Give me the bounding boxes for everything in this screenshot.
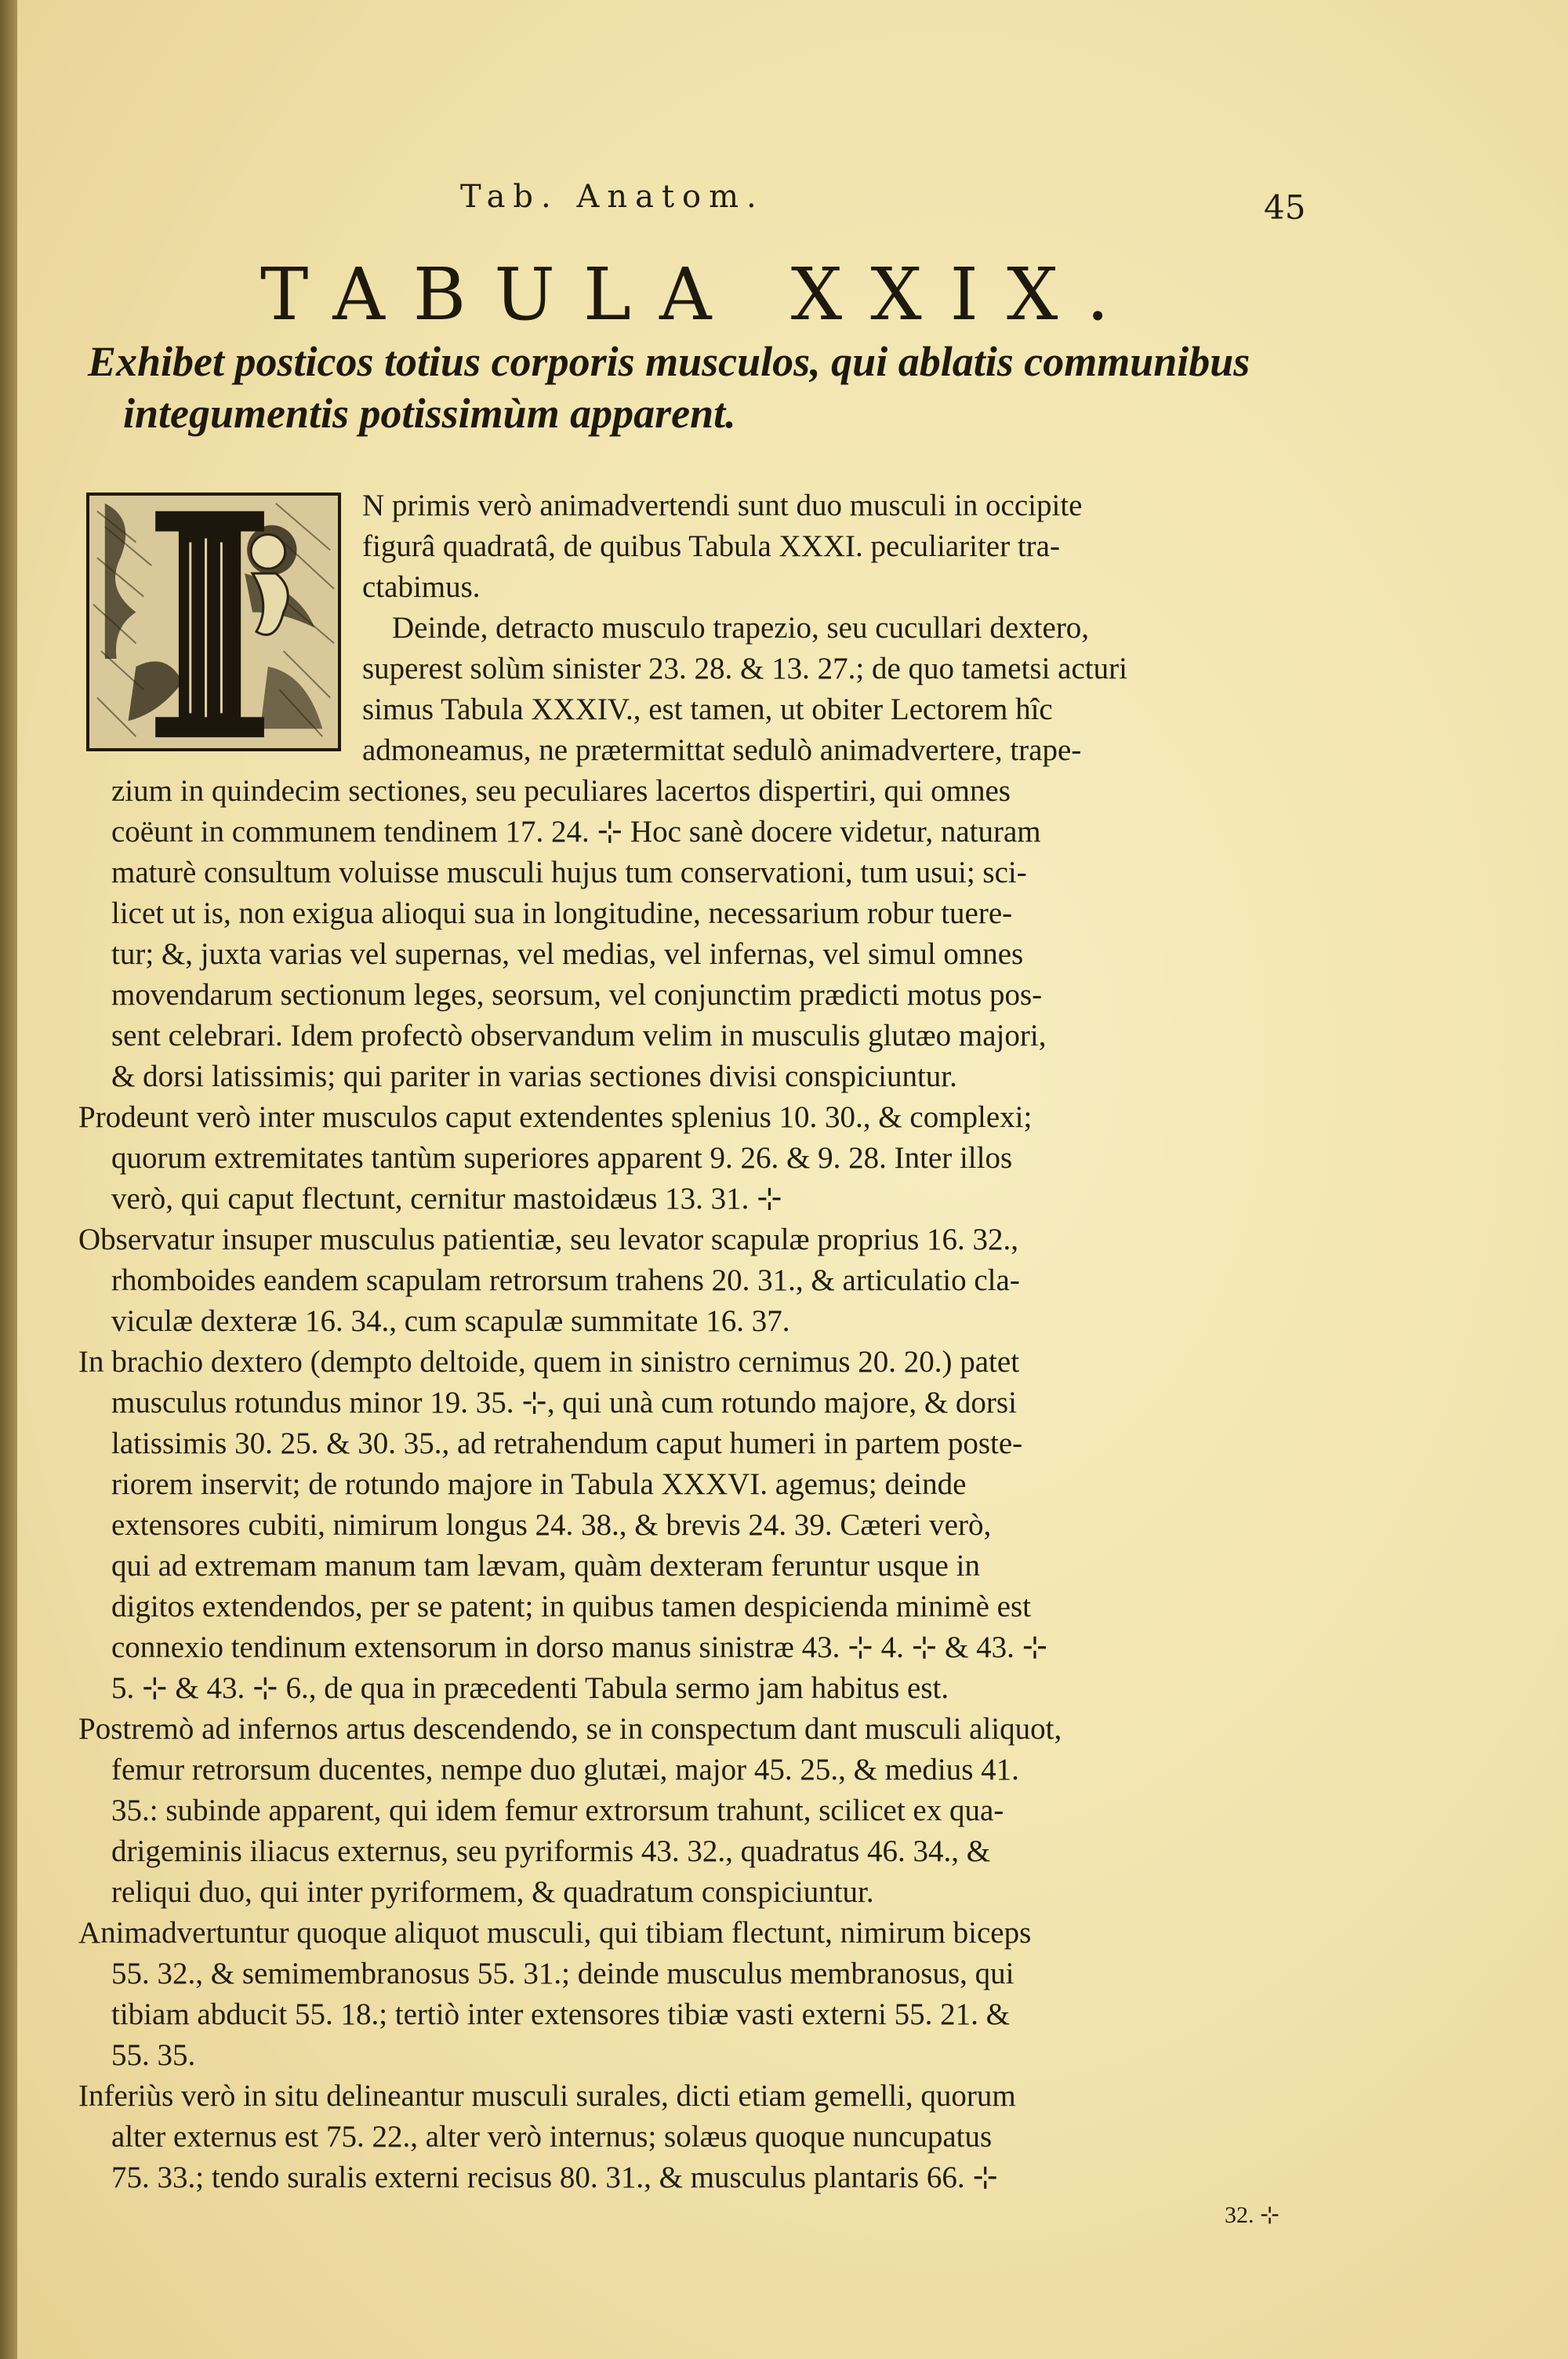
body-line: riorem inservit; de rotundo majore in Tabula XXXVI. agemus; deinde [111,1467,967,1501]
body-line: ctabimus. [362,570,481,604]
book-gutter-shadow [0,0,17,2359]
running-head: Tab. Anatom. [460,179,764,215]
body-line: reliqui duo, qui inter pyriformem, & quadratum conspiciuntur. [111,1875,874,1909]
book-page [17,0,1568,2359]
body-line: 5. ⊹ & 43. ⊹ 6., de qua in præcedenti Tabula sermo jam habitus est. [111,1671,949,1705]
body-line: tibiam abducit 55. 18.; tertiò inter extensores tibiæ vasti externi 55. 21. & [111,1997,1010,2031]
body-line: Deinde, detracto musculo trapezio, seu cucullari dextero, [392,611,1090,645]
page-number: 45 [1264,188,1306,227]
body-text [17,0,1568,2359]
body-line: Animadvertuntur quoque aliquot musculi, qui tibiam flectunt, nimirum biceps [78,1916,1032,1950]
plate-title: TABULA XXIX. [260,253,1138,336]
body-line: 35.: subinde apparent, qui idem femur extrorsum trahunt, scilicet ex qua- [111,1794,1004,1827]
body-line: simus Tabula XXXIV., est tamen, ut obiter Lectorem hîc [362,692,1053,726]
body-line: tur; &, juxta varias vel supernas, vel medias, vel infernas, vel simul omnes [111,937,1024,971]
body-line: Observatur insuper musculus patientiæ, seu levator scapulæ proprius 16. 32., [78,1223,1019,1256]
body-line: 75. 33.; tendo suralis externi recisus 80. 31., & musculus plantaris 66. ⊹ [111,2161,999,2194]
body-line: quorum extremitates tantùm superiores apparent 9. 26. & 9. 28. Inter illos [111,1141,1013,1175]
body-line: extensores cubiti, nimirum longus 24. 38., & brevis 24. 39. Cæteri verò, [111,1508,992,1542]
caption-line-2: integumentis potissimùm apparent. [123,390,736,437]
body-line: digitos extendendos, per se patent; in quibus tamen despicienda minimè est [111,1590,1031,1623]
body-line: zium in quindecim sectiones, seu peculiares lacertos dispertiri, qui omnes [111,774,1011,808]
body-line: femur retrorsum ducentes, nempe duo glutæi, major 45. 25., & medius 41. [111,1753,1019,1787]
body-line: In brachio dextero (dempto deltoide, quem in sinistro cernimus 20. 20.) patet [78,1345,1020,1379]
body-line: & dorsi latissimis; qui pariter in varias sectiones divisi conspiciuntur. [111,1060,957,1093]
body-line: alter externus est 75. 22., alter verò internus; solæus quoque nuncupatus [111,2120,993,2154]
body-line: 55. 35. [111,2038,196,2072]
caption-line-1: Exhibet posticos totius corporis musculos, qui ablatis communibus [88,338,1250,385]
body-line: coëunt in communem tendinem 17. 24. ⊹ Hoc sanè docere videtur, naturam [111,815,1041,849]
body-line: superest solùm sinister 23. 28. & 13. 27.; de quo tametsi acturi [362,652,1127,685]
body-line: sent celebrari. Idem profectò observandum velim in musculis glutæo majori, [111,1019,1047,1052]
body-line: latissimis 30. 25. & 30. 35., ad retrahendum caput humeri in partem poste- [111,1427,1023,1460]
body-line: Postremò ad infernos artus descendendo, se in conspectum dant musculi aliquot, [78,1712,1062,1746]
body-line: 32. ⊹ [1225,2202,1280,2228]
body-line: viculæ dexteræ 16. 34., cum scapulæ summitate 16. 37. [111,1304,790,1338]
body-line: Prodeunt verò inter musculos caput extendentes splenius 10. 30., & complexi; [78,1100,1033,1134]
body-line: N primis verò animadvertendi sunt duo musculi in occipite [362,489,1083,522]
body-line: drigeminis iliacus externus, seu pyriformis 43. 32., quadratus 46. 34., & [111,1834,991,1868]
body-line: connexio tendinum extensorum in dorso manus sinistræ 43. ⊹ 4. ⊹ & 43. ⊹ [111,1630,1048,1664]
body-line: figurâ quadratâ, de quibus Tabula XXXI. peculiariter tra- [362,529,1060,563]
body-line: rhomboides eandem scapulam retrorsum trahens 20. 31., & articulatio cla- [111,1263,1020,1297]
body-line: admoneamus, ne prætermittat sedulò animadvertere, trape- [362,733,1082,767]
body-line: qui ad extremam manum tam lævam, quàm dexteram feruntur usque in [111,1549,980,1583]
body-line: verò, qui caput flectunt, cernitur mastoidæus 13. 31. ⊹ [111,1182,782,1216]
body-line: musculus rotundus minor 19. 35. ⊹, qui unà cum rotundo majore, & dorsi [111,1386,1017,1419]
body-line: 55. 32., & semimembranosus 55. 31.; deinde musculus membranosus, qui [111,1957,1014,1990]
body-line: movendarum sectionum leges, seorsum, vel conjunctim prædicti motus pos- [111,978,1043,1012]
body-line: maturè consultum voluisse musculi hujus tum conservationi, tum usui; sci- [111,856,1027,889]
body-line: Inferiùs verò in situ delineantur musculi surales, dicti etiam gemelli, quorum [78,2079,1016,2113]
body-line: licet ut is, non exigua alioqui sua in longitudine, necessarium robur tuere- [111,896,1013,930]
